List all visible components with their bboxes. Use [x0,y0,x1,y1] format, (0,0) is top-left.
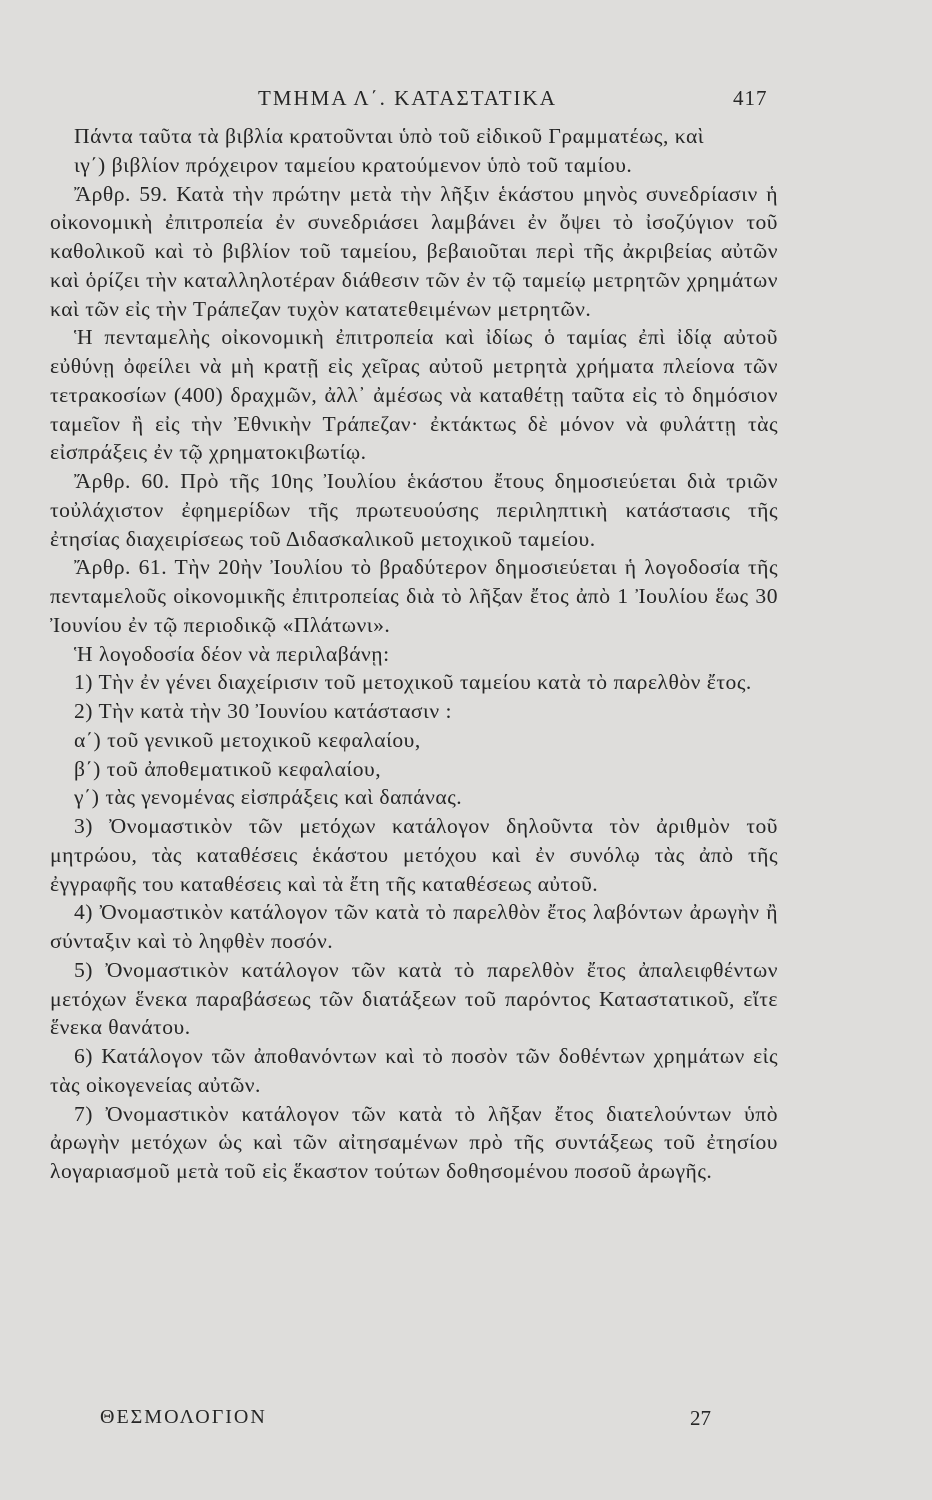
paragraph: Πάντα ταῦτα τὰ βιβλία κρατοῦνται ὑπὸ τοῦ εἰδικοῦ Γραμματέως, καὶ [74,124,705,148]
signature-mark: ΘΕΣΜΟΛΟΓΙΟΝ [100,1406,267,1428]
article-60: Ἄρθρ. 60. Πρὸ τῆς 10ης Ἰουλίου ἑκάστου ἔτους δημοσιεύεται διὰ τριῶν τοὐλάχιστον ἐφημερίδων τῆς πρωτευούσης περιληπτικὴ κατάστασις τῆς ἐτησίας διαχειρίσεως τοῦ Διδασκαλικοῦ μετοχικοῦ ταμείου. [50,469,778,551]
list-item: 5) Ὀνομαστικὸν κατάλογον τῶν κατὰ τὸ παρελθὸν ἔτος ἀπαλειφθέντων μετόχων ἕνεκα παραβάσεως τῶν διατάξεων τοῦ παρόντος Καταστατικοῦ, εἴτε ἕνεκα θανάτου. [50,957,778,1040]
paragraph: Ἡ λογοδοσία δέον νὰ περιλαβάνῃ: [74,641,390,666]
sub-list-item: β΄) τοῦ ἀποθεματικοῦ κεφαλαίου, [74,756,382,781]
list-item: 2) Τὴν κατὰ τὴν 30 Ἰουνίου κατάστασιν : [74,699,453,723]
article-59: Ἄρθρ. 59. Κατὰ τὴν πρώτην μετὰ τὴν λῆξιν ἑκάστου μηνὸς συνεδρίασιν ἡ οἰκονομικὴ ἐπιτροπεία ἐν συνεδριάσει λαμβάνει ἐν ὄψει τὸ ἰσοζύγιον τοῦ καθολικοῦ καὶ τὸ βιβλίον τοῦ ταμείου, βεβαιοῦται περὶ τῆς ἀκριβείας αὐτῶν καὶ ὁρίζει τὴν καταλληλοτέραν διάθεσιν τῶν ἐν τῷ ταμείῳ μετρητῶν χρημάτων καὶ τῶν εἰς τὴν Τράπεζαν τυχὸν κατατεθειμένων μετρητῶν. [50,181,778,321]
list-item: 6) Κατάλογον τῶν ἀποθανόντων καὶ τὸ ποσὸν τῶν δοθέντων χρημάτων εἰς τὰς οἰκογενείας αὐτῶν. [50,1044,778,1097]
list-item: 3) Ὀνομαστικὸν τῶν μετόχων κατάλογον δηλοῦντα τὸν ἀριθμὸν τοῦ μητρώου, τὰς καταθέσεις ἑκάστου μετόχου καὶ ἐν συνόλῳ τὰς ἀπὸ τῆς ἐγγραφῆς του καταθέσεις καὶ τὰ ἔτη τῆς καταθέσεως αὐτοῦ. [50,814,778,896]
sub-list-item: α΄) τοῦ γενικοῦ μετοχικοῦ κεφαλαίου, [74,727,421,752]
list-item: 7) Ὀνομαστικὸν κατάλογον τῶν κατὰ τὸ λῆξαν ἔτος διατελούντων ὑπὸ ἀρωγὴν μετόχων ὡς καὶ τῶν αἰτησαμένων πρὸ τῆς συντάξεως τοῦ ἐτησίου λογαριασμοῦ μετὰ τοῦ εἰς ἕκαστον τούτων δοθησομένου ποσοῦ ἀρωγῆς. [50,1101,778,1183]
paragraph: ιγ΄) βιβλίον πρόχειρον ταμείου κρατούμενον ὑπὸ τοῦ ταμίου. [74,152,633,177]
list-item: 4) Ὀνομαστικὸν κατάλογον τῶν κατὰ τὸ παρελθὸν ἔτος λαβόντων ἀρωγὴν ἢ σύνταξιν καὶ τὸ ληφθὲν ποσόν. [50,900,778,953]
page-footer [0,1406,932,1438]
sheet-number: 27 [690,1406,711,1430]
page-header [0,86,932,118]
running-head: ΤΜΗΜΑ Λ΄. ΚΑΤΑΣΤΑΤΙΚΑ [258,86,557,110]
paragraph: Ἡ πενταμελὴς οἰκονομικὴ ἐπιτροπεία καὶ ἰδίως ὁ ταμίας ἐπὶ ἰδίᾳ αὐτοῦ εὐθύνῃ ὀφείλει νὰ μὴ κρατῇ εἰς χεῖρας αὐτοῦ μετρητὰ χρήματα πλείονα τῶν τετρακοσίων (400) δραχμῶν, ἀλλ᾽ ἀμέσως νὰ καταθέτῃ ταῦτα εἰς τὸ δημόσιον ταμεῖον ἢ εἰς τὴν Ἐθνικὴν Τράπεζαν· ἐκτάκτως δὲ μόνον νὰ φυλάττῃ τὰς εἰσπράξεις ἐν τῷ χρηματοκιβωτίῳ. [50,325,778,465]
list-item: 1) Τὴν ἐν γένει διαχείρισιν τοῦ μετοχικοῦ ταμείου κατὰ τὸ παρελθὸν ἔτος. [74,670,752,695]
body-text [50,122,778,1186]
sub-list-item: γ΄) τὰς γενομένας εἰσπράξεις καὶ δαπάνας. [74,785,463,810]
page-number: 417 [733,86,768,110]
article-61: Ἄρθρ. 61. Τὴν 20ὴν Ἰουλίου τὸ βραδύτερον δημοσιεύεται ἡ λογοδοσία τῆς πενταμελοῦς οἰκονομικῆς ἐπιτροπείας διὰ τὸ λῆξαν ἔτος ἀπὸ 1 Ἰουλίου ἕως 30 Ἰουνίου ἐν τῷ περιοδικῷ «Πλάτωνι». [50,555,778,637]
